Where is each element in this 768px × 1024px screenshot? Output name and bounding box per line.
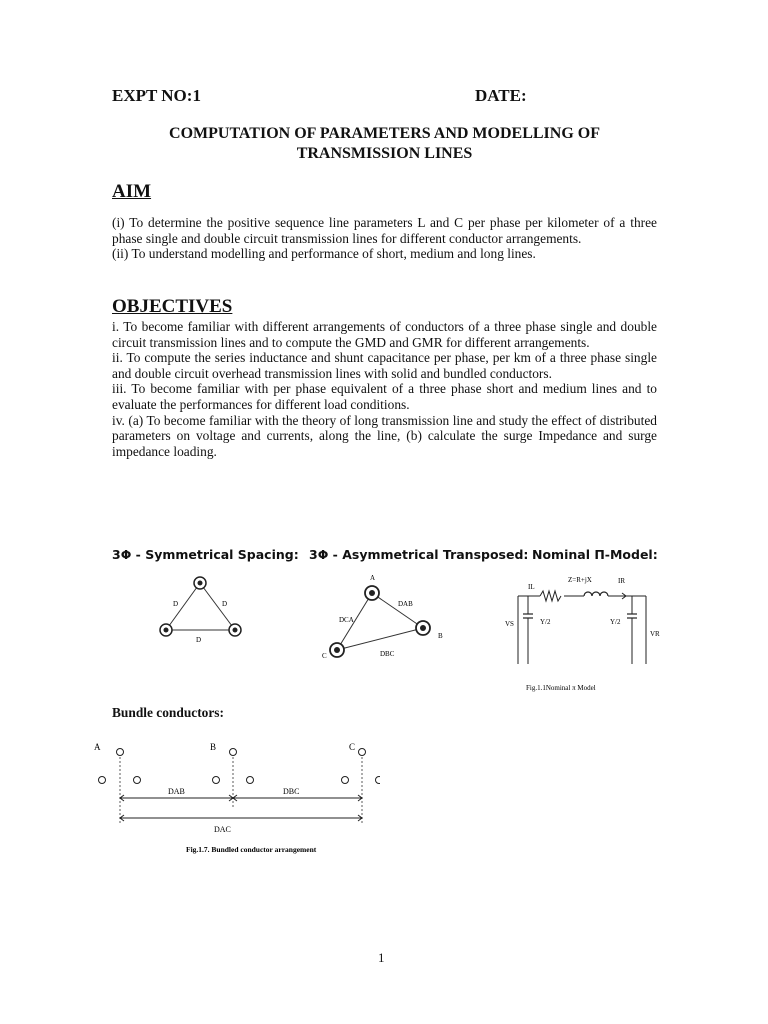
distance-label-ca: DCA [339,616,354,624]
sub-conductor [134,777,141,784]
objectives-heading: OBJECTIVES [112,296,233,317]
nominal-pi-model-label: Nominal Π-Model: [532,547,658,562]
objective-item: iii. To become familiar with per phase equivalent of a three phase short and medium lines and to evaluate the performances for different load conditions. [112,381,657,412]
vr-label: VR [650,630,660,638]
nominal-pi-model-diagram [500,568,660,698]
impedance-label: Z=R+jX [568,576,592,584]
sub-conductor [342,777,349,784]
objective-item: i. To become familiar with different arrangements of conductors of a three phase single and double circuit transmission lines and to compute the GMD and GMR for different arrangements. [112,319,657,350]
distance-label-ab: DAB [168,787,185,796]
il-label: IL [528,583,535,591]
bundle-node-c: C [349,742,356,752]
distance-label-ab: DAB [398,600,413,608]
node-label-b: B [438,632,443,640]
bundle-caption: Fig.1.7. Bundled conductor arrangement [186,845,317,854]
page-title: COMPUTATION OF PARAMETERS AND MODELLING OF TRANSMISSION LINES [169,125,600,162]
sub-conductor [230,749,237,756]
page-number: 1 [378,950,385,965]
resistor-symbol [540,591,561,601]
objective-item: iv. (a) To become familiar with the theory of long transmission line and study the effect of distributed parameters on voltage and currents, along the line, (b) calculate the surge Impedance and surge impedance loading. [112,412,657,459]
pi-model-caption: Fig.1.1Nominal π Model [526,684,596,692]
objectives-list [112,319,657,459]
symmetrical-spacing-label: 3Φ - Symmetrical Spacing: [112,547,299,562]
sub-conductor [359,749,366,756]
objective-item: ii. To compute the series inductance and shunt capacitance per phase, per km of a three phase single and double circuit overhead transmission lines with solid and bundled conductors. [112,350,657,381]
date-label: DATE: [475,86,527,105]
distance-label-bc: DBC [283,787,300,796]
sub-conductor [247,777,254,784]
aim-heading: AIM [112,181,152,202]
distance-label-ac: DAC [214,825,231,834]
aim-list [112,215,657,262]
symmetrical-spacing-diagram [140,568,260,658]
bundle-conductors-heading: Bundle conductors: [112,705,224,720]
side-label-left: D [173,600,179,608]
node-label-a: A [370,574,376,582]
inductor-symbol [584,592,608,596]
sub-conductor [213,777,220,784]
asymmetrical-transposed-diagram [315,568,455,668]
bundle-node-a: A [94,742,101,752]
node-label-c: C [322,652,327,660]
vs-label: VS [505,620,514,628]
experiment-number: EXPT NO:1 [112,86,201,105]
asymmetrical-transposed-label: 3Φ - Asymmetrical Transposed: [309,547,529,562]
y-half-right-label: Y/2 [610,618,621,626]
bundle-node-b: B [210,742,217,752]
sub-conductor [99,777,106,784]
bundle-conductors-diagram [90,735,380,860]
side-label-bottom: D [196,636,202,644]
sub-conductor [117,749,124,756]
y-half-left-label: Y/2 [540,618,551,626]
side-label-right: D [222,600,228,608]
aim-item: (ii) To understand modelling and performance of short, medium and long lines. [112,246,536,262]
distance-label-bc: DBC [380,650,395,658]
sub-conductor [376,777,381,784]
ir-label: IR [618,577,625,585]
aim-item: (i) To determine the positive sequence line parameters L and C per phase per kilometer of a three phase single and double circuit transmission lines for different conductor arrangements. [112,215,657,246]
